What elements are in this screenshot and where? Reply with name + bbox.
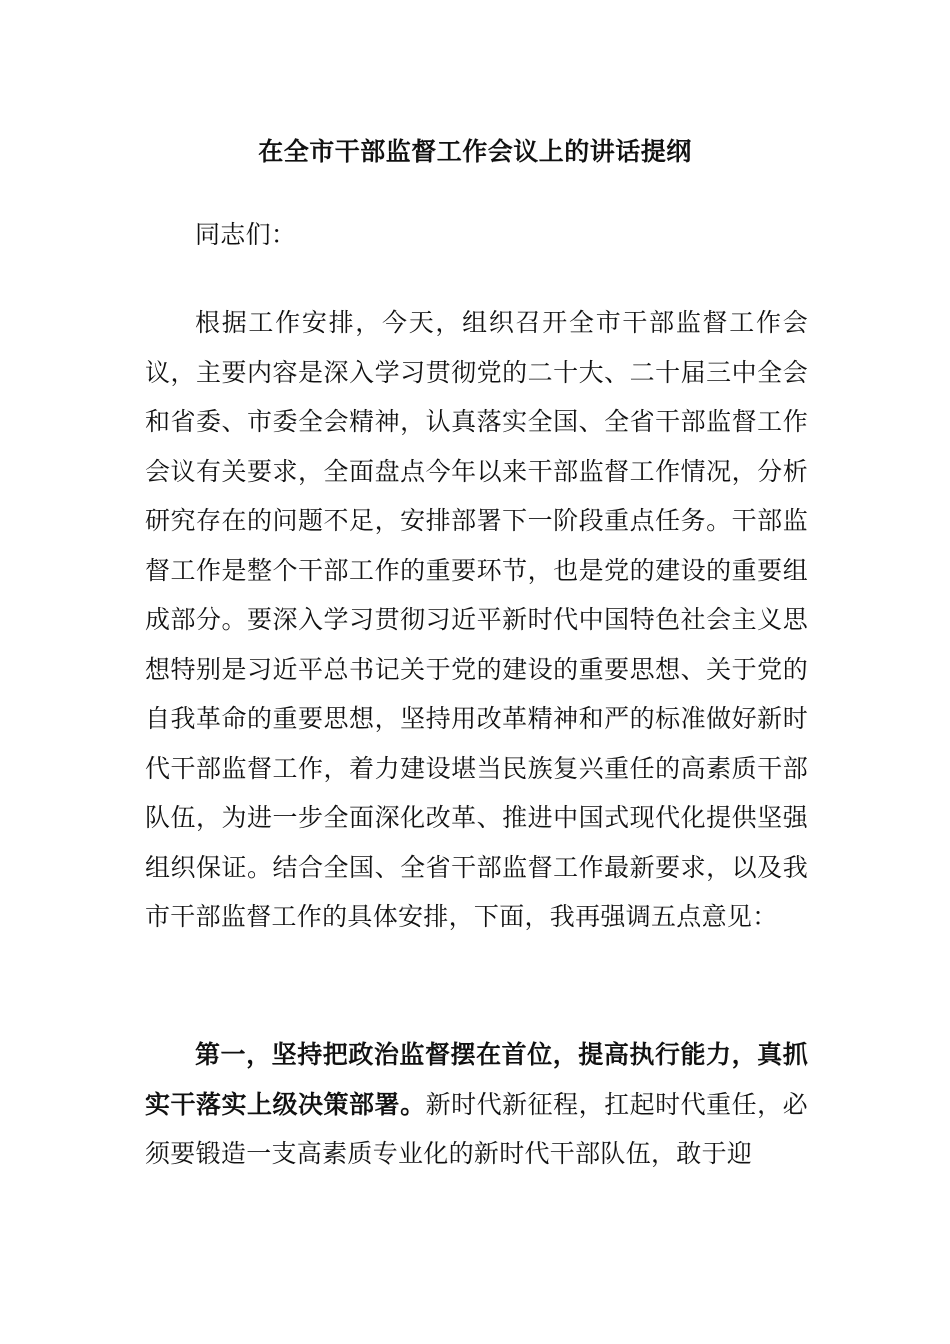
greeting-line: 同志们： <box>195 220 297 249</box>
section-body-first-point: 新时代新征程，扛起时代重任，必须要锻造一支高素质专业化的新时代干部队伍，敢于迎 <box>145 1089 808 1168</box>
body-paragraph-1: 根据工作安排，今天，组织召开全市干部监督工作会议，主要内容是深入学习贯彻党的二十大、二十届三中全会和省委、市委全会精神，认真落实全国、全省干部监督工作会议有关要求，全面盘点今年以来干部监督工作情况，分析研究存在的问题不足，安排部署下一阶段重点任务。干部监督工作是整个干部工作的重要环节，也是党的建设的重要组成部分。要深入学习贯彻习近平新时代中国特色社会主义思想特别是习近平总书记关于党的建设的重要思想、关于党的自我革命的重要思想，坚持用改革精神和严的标准做好新时代干部监督工作，着力建设堪当民族复兴重任的高素质干部队伍，为进一步全面深化改革、推进中国式现代化提供坚强组织保证。结合全国、全省干部监督工作最新要求，以及我市干部监督工作的具体安排，下面，我再强调五点意见： <box>145 308 808 931</box>
document-title: 在全市干部监督工作会议上的讲话提纲 <box>258 137 692 166</box>
section-heading-first-point: 第一，坚持把政治监督摆在首位，提高执行能力，真抓实干落实上级决策部署。 <box>145 1040 808 1119</box>
body-paragraph-2 <box>145 1030 808 1179</box>
